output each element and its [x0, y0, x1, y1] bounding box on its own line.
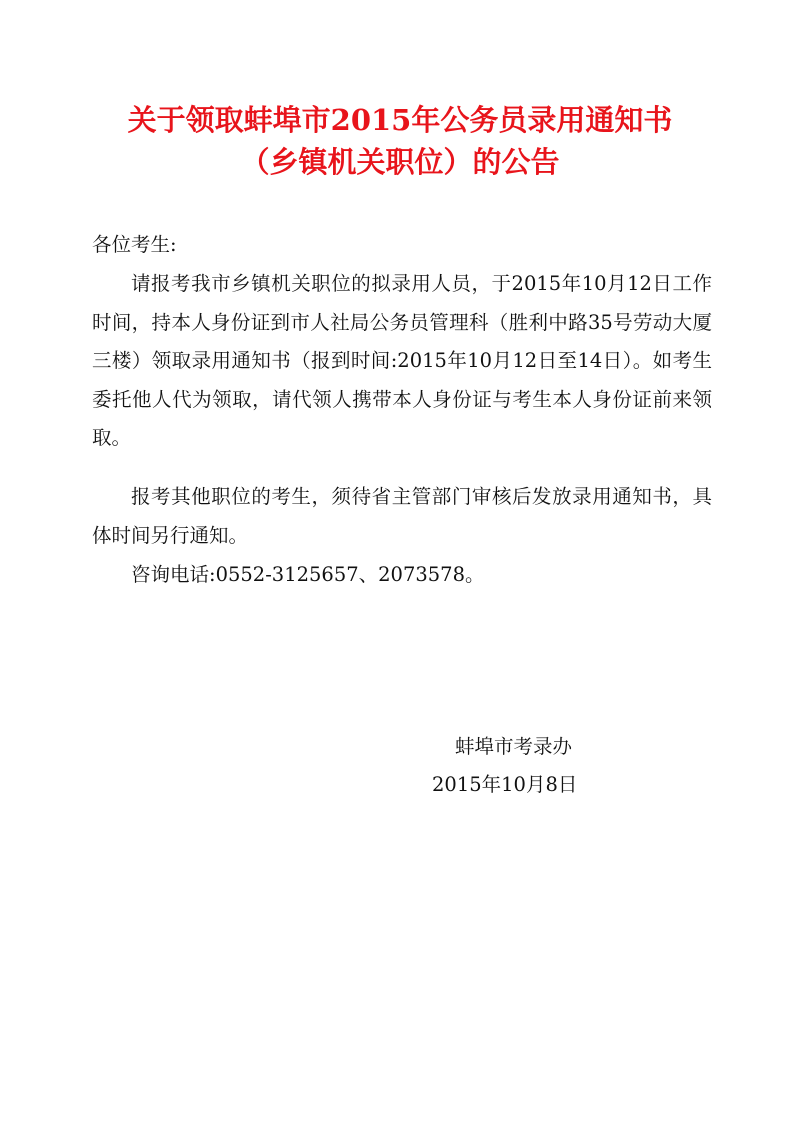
signature-date: 2015年10月8日 [432, 773, 578, 796]
paragraph-notice: 请报考我市乡镇机关职位的拟录用人员，于2015年10月12日工作时间，持本人身份证到市人社局公务员管理科（胜利中路35号劳动大厦三楼）领取录用通知书（报到时间:2015年10月12日至14日）。如考生委托他人代为领取，请代领人携带本人身份证与考生本人身份证前来领取。 [92, 272, 712, 449]
paragraph-contact-phone: 咨询电话:0552-3125657、2073578。 [131, 563, 485, 586]
document-title-line-1: 关于领取蚌埠市2015年公务员录用通知书 [127, 103, 673, 137]
signature-organization: 蚌埠市考录办 [455, 735, 573, 758]
paragraph-other-positions: 报考其他职位的考生，须待省主管部门审核后发放录用通知书，具体时间另行通知。 [92, 485, 712, 547]
document-title-line-2: （乡镇机关职位）的公告 [240, 145, 560, 179]
salutation: 各位考生: [92, 233, 177, 256]
